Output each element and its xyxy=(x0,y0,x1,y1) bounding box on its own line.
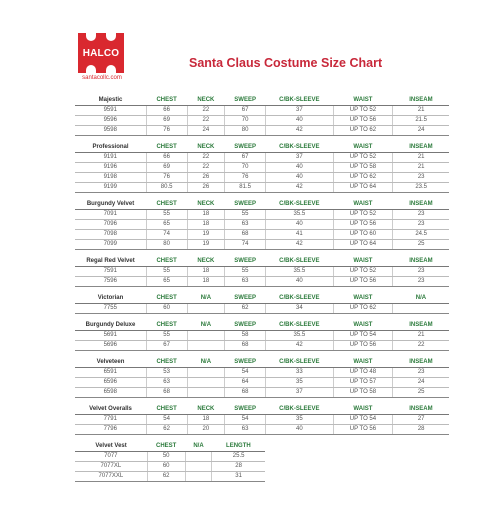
table-cell: 60 xyxy=(146,304,187,314)
table-cell: 5696 xyxy=(75,341,146,351)
table-cell: 6591 xyxy=(75,368,146,378)
table-row xyxy=(75,173,449,183)
column-header: INSEAM xyxy=(393,96,449,106)
table-cell: 35.5 xyxy=(266,267,333,277)
column-header: CHEST xyxy=(146,200,187,210)
section-name: Regal Red Velvet xyxy=(75,257,146,267)
table-cell: 70 xyxy=(225,116,266,126)
table-cell xyxy=(185,452,212,462)
table-cell: 7099 xyxy=(75,240,146,250)
column-header: C/BK-SLEEVE xyxy=(266,143,333,153)
section-name: Velvet Vest xyxy=(75,442,147,452)
table-cell: 76 xyxy=(225,173,266,183)
table-cell: 66 xyxy=(146,153,187,163)
size-table-velvet-vest xyxy=(75,442,265,482)
table-cell: 37 xyxy=(266,388,333,398)
table-cell: UP TO 64 xyxy=(333,240,393,250)
size-table-burgundy-velvet xyxy=(75,200,449,250)
table-cell: 58 xyxy=(225,331,266,341)
table-cell: 40 xyxy=(266,277,333,287)
column-header: SWEEP xyxy=(225,294,266,304)
table-cell: UP TO 54 xyxy=(333,415,393,425)
table-cell: UP TO 64 xyxy=(333,183,393,193)
table-row xyxy=(75,163,449,173)
table-cell: 74 xyxy=(225,240,266,250)
table-cell: UP TO 56 xyxy=(333,277,393,287)
table-cell: 7591 xyxy=(75,267,146,277)
table-cell: 7796 xyxy=(75,425,146,435)
table-cell: 55 xyxy=(225,267,266,277)
table-row xyxy=(75,462,265,472)
column-header: CHEST xyxy=(147,442,185,452)
size-table-regal-red-velvet xyxy=(75,257,449,287)
size-table-professional xyxy=(75,143,449,193)
table-cell: 7755 xyxy=(75,304,146,314)
table-cell: 22 xyxy=(187,153,224,163)
table-cell: 6596 xyxy=(75,378,146,388)
section-name: Velvet Overalls xyxy=(75,405,146,415)
table-cell: 33 xyxy=(266,368,333,378)
table-row xyxy=(75,341,449,351)
table-cell: 7077XL xyxy=(75,462,147,472)
table-cell: 9196 xyxy=(75,163,146,173)
table-cell: 22 xyxy=(187,163,224,173)
table-cell: 76 xyxy=(146,126,187,136)
column-header: WAIST xyxy=(333,200,393,210)
column-header: NECK xyxy=(187,257,224,267)
table-cell: 35 xyxy=(266,378,333,388)
table-cell: 21 xyxy=(393,153,449,163)
column-header: WAIST xyxy=(333,96,393,106)
table-cell: 42 xyxy=(266,183,333,193)
table-cell: 21 xyxy=(393,163,449,173)
table-row xyxy=(75,378,449,388)
table-row xyxy=(75,106,449,116)
column-header: C/BK-SLEEVE xyxy=(266,96,333,106)
table-cell: UP TO 52 xyxy=(333,106,393,116)
table-cell: 80 xyxy=(225,126,266,136)
table-cell: 68 xyxy=(225,341,266,351)
size-table-velvet-overalls xyxy=(75,405,449,435)
table-cell: 63 xyxy=(146,378,187,388)
table-cell: 42 xyxy=(266,240,333,250)
table-header-row xyxy=(75,294,449,304)
table-cell: 26 xyxy=(187,173,224,183)
table-cell: 42 xyxy=(266,341,333,351)
column-header: WAIST xyxy=(333,405,393,415)
table-cell: 26 xyxy=(187,183,224,193)
column-header: CHEST xyxy=(146,96,187,106)
size-table-victorian xyxy=(75,294,449,314)
table-cell: 24 xyxy=(393,126,449,136)
table-cell: 23 xyxy=(393,267,449,277)
table-cell: UP TO 60 xyxy=(333,230,393,240)
table-cell: 80 xyxy=(146,240,187,250)
table-cell: 70 xyxy=(225,163,266,173)
table-header-row xyxy=(75,321,449,331)
column-header: SWEEP xyxy=(225,321,266,331)
table-cell: 55 xyxy=(146,267,187,277)
table-cell: 63 xyxy=(225,425,266,435)
table-cell: 7091 xyxy=(75,210,146,220)
table-cell: 6598 xyxy=(75,388,146,398)
table-cell: 9598 xyxy=(75,126,146,136)
column-header: N/A xyxy=(393,294,449,304)
table-cell: UP TO 56 xyxy=(333,116,393,126)
table-cell: 40 xyxy=(266,163,333,173)
table-cell: 7596 xyxy=(75,277,146,287)
table-cell xyxy=(393,304,449,314)
table-cell: 23 xyxy=(393,210,449,220)
table-cell: 23 xyxy=(393,368,449,378)
size-table-burgundy-deluxe xyxy=(75,321,449,351)
column-header: CHEST xyxy=(146,257,187,267)
table-cell: 53 xyxy=(146,368,187,378)
table-cell: 18 xyxy=(187,220,224,230)
table-cell: 74 xyxy=(146,230,187,240)
column-header: WAIST xyxy=(333,257,393,267)
table-cell: 41 xyxy=(266,230,333,240)
table-row xyxy=(75,267,449,277)
logo-url: santacollc.com xyxy=(82,75,122,81)
table-cell: 24.5 xyxy=(393,230,449,240)
table-row xyxy=(75,331,449,341)
table-cell: UP TO 57 xyxy=(333,378,393,388)
column-header: CHEST xyxy=(146,321,187,331)
table-cell: 25 xyxy=(393,240,449,250)
section-name: Velveteen xyxy=(75,358,146,368)
table-row xyxy=(75,472,265,482)
column-header: N/A xyxy=(187,294,224,304)
table-cell: 40 xyxy=(266,425,333,435)
halco-logo xyxy=(78,33,126,81)
table-cell: 23 xyxy=(393,173,449,183)
table-cell: 18 xyxy=(187,415,224,425)
table-cell: UP TO 54 xyxy=(333,331,393,341)
section-name: Burgundy Deluxe xyxy=(75,321,146,331)
table-cell: 35.5 xyxy=(266,210,333,220)
table-cell: 62 xyxy=(147,472,185,482)
table-cell: 28 xyxy=(212,462,265,472)
table-cell: 9596 xyxy=(75,116,146,126)
column-header: SWEEP xyxy=(225,257,266,267)
table-cell: UP TO 56 xyxy=(333,220,393,230)
table-cell: 66 xyxy=(146,106,187,116)
table-cell: 63 xyxy=(225,220,266,230)
table-cell: UP TO 62 xyxy=(333,304,393,314)
table-header-row xyxy=(75,358,449,368)
table-cell: 19 xyxy=(187,240,224,250)
table-row xyxy=(75,126,449,136)
table-cell xyxy=(187,388,224,398)
table-cell: 63 xyxy=(225,277,266,287)
column-header: C/BK-SLEEVE xyxy=(266,200,333,210)
table-cell: 65 xyxy=(146,277,187,287)
table-cell: 50 xyxy=(147,452,185,462)
table-cell: 76 xyxy=(146,173,187,183)
table-cell xyxy=(187,378,224,388)
column-header: N/A xyxy=(187,358,224,368)
column-header: CHEST xyxy=(146,358,187,368)
table-cell xyxy=(185,472,212,482)
table-cell: 62 xyxy=(225,304,266,314)
size-table-velveteen xyxy=(75,358,449,398)
table-cell: 25.5 xyxy=(212,452,265,462)
size-table-majestic xyxy=(75,96,449,136)
table-cell: 67 xyxy=(225,153,266,163)
table-row xyxy=(75,388,449,398)
table-cell: UP TO 58 xyxy=(333,388,393,398)
table-cell: 60 xyxy=(147,462,185,472)
column-header: NECK xyxy=(187,200,224,210)
column-header: CHEST xyxy=(146,405,187,415)
table-row xyxy=(75,240,449,250)
column-header: LENGTH xyxy=(212,442,265,452)
table-cell: 54 xyxy=(146,415,187,425)
column-header: C/BK-SLEEVE xyxy=(266,321,333,331)
table-cell: 5691 xyxy=(75,331,146,341)
table-cell: 9191 xyxy=(75,153,146,163)
column-header: INSEAM xyxy=(393,200,449,210)
table-cell: 21 xyxy=(393,106,449,116)
table-cell: 22 xyxy=(393,341,449,351)
section-name: Burgundy Velvet xyxy=(75,200,146,210)
table-cell: 40 xyxy=(266,173,333,183)
table-cell: 37 xyxy=(266,106,333,116)
table-cell: 64 xyxy=(225,378,266,388)
column-header: SWEEP xyxy=(225,358,266,368)
table-row xyxy=(75,277,449,287)
column-header: NECK xyxy=(187,96,224,106)
table-cell: 7791 xyxy=(75,415,146,425)
table-cell: 55 xyxy=(146,210,187,220)
table-header-row xyxy=(75,257,449,267)
column-header: INSEAM xyxy=(393,143,449,153)
column-header: SWEEP xyxy=(225,143,266,153)
table-row xyxy=(75,304,449,314)
table-row xyxy=(75,230,449,240)
column-header: INSEAM xyxy=(393,321,449,331)
table-header-row xyxy=(75,143,449,153)
table-cell: 80.5 xyxy=(146,183,187,193)
column-header: SWEEP xyxy=(225,96,266,106)
table-cell: UP TO 56 xyxy=(333,341,393,351)
table-cell: 24 xyxy=(393,378,449,388)
table-cell: UP TO 56 xyxy=(333,425,393,435)
table-cell: 7096 xyxy=(75,220,146,230)
table-cell: 35.5 xyxy=(266,331,333,341)
table-row xyxy=(75,425,449,435)
column-header: N/A xyxy=(187,321,224,331)
table-cell xyxy=(187,331,224,341)
table-cell: UP TO 52 xyxy=(333,153,393,163)
table-cell: 67 xyxy=(225,106,266,116)
table-cell: 23 xyxy=(393,277,449,287)
table-header-row xyxy=(75,200,449,210)
logo-badge xyxy=(78,33,124,73)
column-header: C/BK-SLEEVE xyxy=(266,294,333,304)
table-cell: 27 xyxy=(393,415,449,425)
section-name: Majestic xyxy=(75,96,146,106)
table-row xyxy=(75,153,449,163)
table-cell: 55 xyxy=(225,210,266,220)
table-cell: 7077XXL xyxy=(75,472,147,482)
table-cell xyxy=(187,304,224,314)
column-header: SWEEP xyxy=(225,405,266,415)
column-header: WAIST xyxy=(333,294,393,304)
column-header: C/BK-SLEEVE xyxy=(266,358,333,368)
table-cell: 35 xyxy=(266,415,333,425)
table-cell: 22 xyxy=(187,106,224,116)
column-header: WAIST xyxy=(333,143,393,153)
table-cell: 24 xyxy=(187,126,224,136)
table-cell: UP TO 58 xyxy=(333,163,393,173)
column-header: SWEEP xyxy=(225,200,266,210)
table-cell: 18 xyxy=(187,267,224,277)
table-cell: UP TO 62 xyxy=(333,126,393,136)
table-cell xyxy=(187,341,224,351)
table-cell: 67 xyxy=(146,341,187,351)
table-cell: 34 xyxy=(266,304,333,314)
column-header: INSEAM xyxy=(393,257,449,267)
table-cell: 18 xyxy=(187,210,224,220)
table-cell: 22 xyxy=(187,116,224,126)
table-row xyxy=(75,415,449,425)
table-cell: 7077 xyxy=(75,452,147,462)
column-header: C/BK-SLEEVE xyxy=(266,257,333,267)
table-cell: UP TO 48 xyxy=(333,368,393,378)
table-cell: 42 xyxy=(266,126,333,136)
table-cell: 54 xyxy=(225,368,266,378)
table-cell: 81.5 xyxy=(225,183,266,193)
table-cell xyxy=(185,462,212,472)
table-cell: 68 xyxy=(225,388,266,398)
table-cell: 68 xyxy=(225,230,266,240)
table-cell: 68 xyxy=(146,388,187,398)
table-cell: 21 xyxy=(393,331,449,341)
table-cell: UP TO 62 xyxy=(333,173,393,183)
table-cell: UP TO 52 xyxy=(333,267,393,277)
table-row xyxy=(75,220,449,230)
column-header: CHEST xyxy=(146,143,187,153)
table-row xyxy=(75,210,449,220)
table-header-row xyxy=(75,442,265,452)
table-cell: 18 xyxy=(187,277,224,287)
table-cell: 19 xyxy=(187,230,224,240)
table-cell: 40 xyxy=(266,220,333,230)
column-header: NECK xyxy=(187,405,224,415)
table-cell: 23.5 xyxy=(393,183,449,193)
column-header: CHEST xyxy=(146,294,187,304)
table-cell: UP TO 52 xyxy=(333,210,393,220)
table-cell: 9199 xyxy=(75,183,146,193)
table-header-row xyxy=(75,96,449,106)
section-name: Professional xyxy=(75,143,146,153)
table-cell: 65 xyxy=(146,220,187,230)
column-header: C/BK-SLEEVE xyxy=(266,405,333,415)
column-header: WAIST xyxy=(333,358,393,368)
table-cell: 55 xyxy=(146,331,187,341)
size-tables xyxy=(75,96,449,489)
table-row xyxy=(75,368,449,378)
column-header: WAIST xyxy=(333,321,393,331)
table-row xyxy=(75,116,449,126)
column-header: NECK xyxy=(187,143,224,153)
table-cell: 37 xyxy=(266,153,333,163)
table-cell: 25 xyxy=(393,388,449,398)
table-row xyxy=(75,452,265,462)
column-header: INSEAM xyxy=(393,405,449,415)
table-cell: 40 xyxy=(266,116,333,126)
table-cell: 9591 xyxy=(75,106,146,116)
table-cell: 23 xyxy=(393,220,449,230)
section-name: Victorian xyxy=(75,294,146,304)
table-cell: 7098 xyxy=(75,230,146,240)
table-cell: 69 xyxy=(146,163,187,173)
table-cell xyxy=(187,368,224,378)
table-cell: 28 xyxy=(393,425,449,435)
column-header: N/A xyxy=(185,442,212,452)
table-header-row xyxy=(75,405,449,415)
table-row xyxy=(75,183,449,193)
table-cell: 21.5 xyxy=(393,116,449,126)
table-cell: 9198 xyxy=(75,173,146,183)
table-cell: 31 xyxy=(212,472,265,482)
column-header: INSEAM xyxy=(393,358,449,368)
page-title: Santa Claus Costume Size Chart xyxy=(189,56,383,70)
table-cell: 69 xyxy=(146,116,187,126)
table-cell: 20 xyxy=(187,425,224,435)
table-cell: 62 xyxy=(146,425,187,435)
table-cell: 54 xyxy=(225,415,266,425)
logo-brand: HALCO xyxy=(82,47,120,59)
